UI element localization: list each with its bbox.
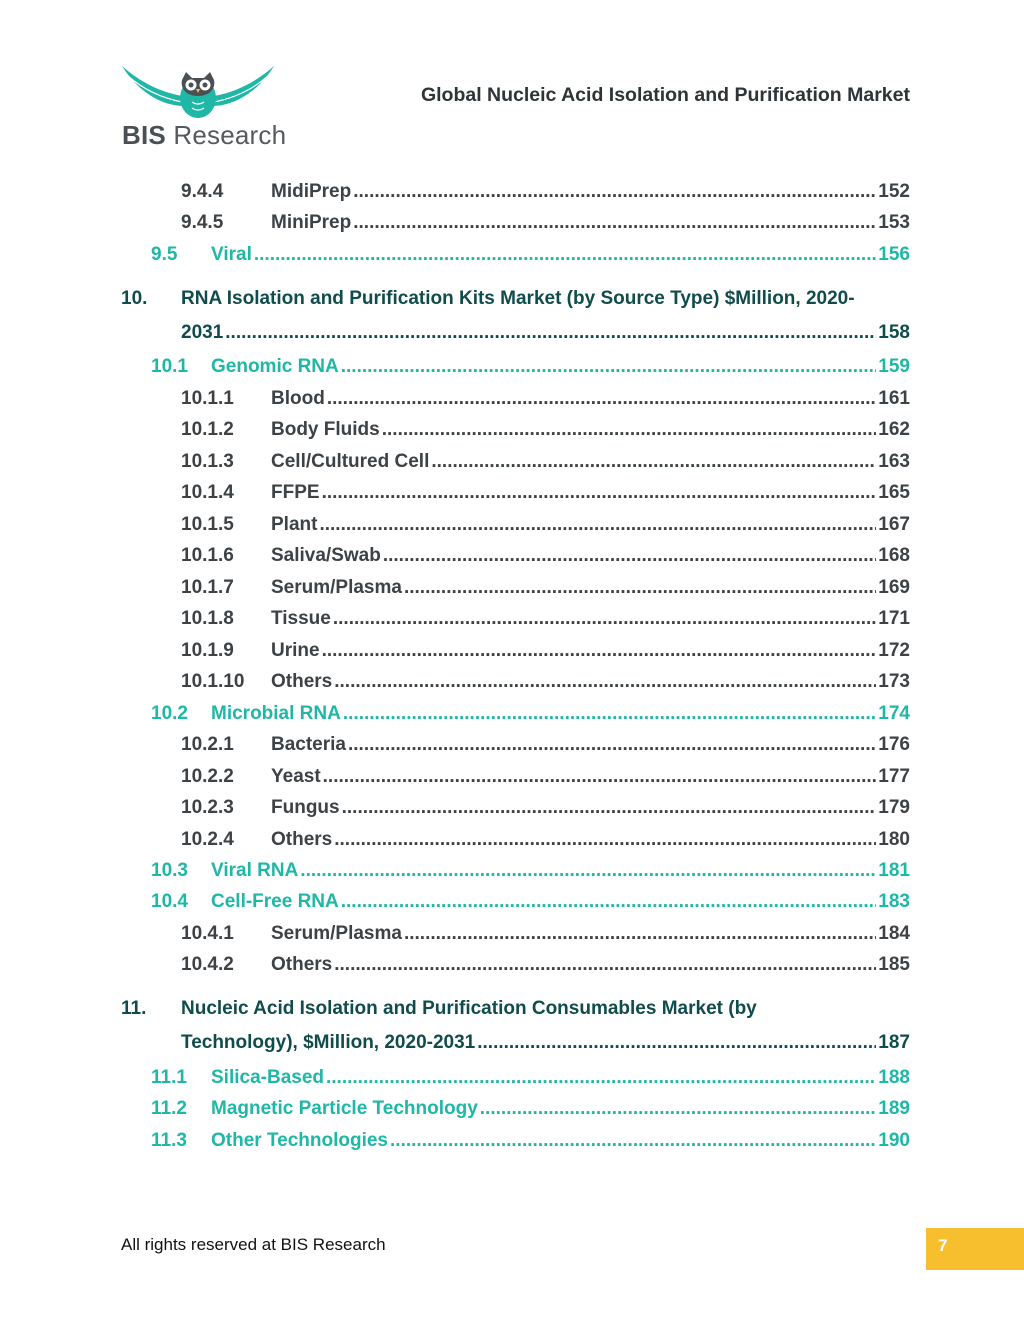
toc-entry[interactable]: 10.2.3 Fungus ..... 179 [181, 797, 910, 823]
dot-leader [404, 923, 876, 945]
dot-leader [480, 1098, 877, 1120]
toc-entry[interactable]: 2031 ..... 158 [181, 322, 910, 348]
toc-entry[interactable]: 10.1.10 Others ..... 173 [181, 671, 910, 697]
dot-leader [341, 891, 877, 913]
dot-leader [353, 212, 876, 234]
dot-leader [326, 1067, 876, 1089]
toc-entry[interactable]: 10.1.4 FFPE ..... 165 [181, 482, 910, 508]
toc-entry[interactable]: Technology), $Million, 2020-2031 ..... 187 [181, 1032, 910, 1058]
dot-leader [383, 545, 876, 567]
dot-leader [382, 419, 877, 441]
bis-research-logo [120, 62, 287, 154]
toc-entry[interactable]: 10.4.1 Serum/Plasma ..... 184 [181, 923, 910, 949]
toc-chapter-title[interactable]: RNA Isolation and Purification Kits Market (by Source Type) $Million, 2020- [181, 288, 855, 309]
toc-entry[interactable]: 10.2 Microbial RNA ..... 174 [151, 703, 910, 729]
toc-entry[interactable]: 10.2.2 Yeast ..... 177 [181, 766, 910, 792]
toc-entry[interactable]: 10.1.1 Blood ..... 161 [181, 388, 910, 414]
toc-entry[interactable]: 10.3 Viral RNA ..... 181 [151, 860, 910, 886]
dot-leader [404, 577, 876, 599]
dot-leader [333, 608, 876, 630]
toc-chapter-number: 11. [121, 998, 147, 1019]
owl-icon [120, 62, 276, 122]
toc-entry[interactable]: 11.3 Other Technologies ..... 190 [151, 1130, 910, 1156]
dot-leader [342, 797, 877, 819]
dot-leader [327, 388, 876, 410]
toc-entry[interactable]: 10.1.7 Serum/Plasma ..... 169 [181, 577, 910, 603]
dot-leader [300, 860, 876, 882]
dot-leader [390, 1130, 876, 1152]
toc-entry[interactable]: 9.5 Viral ..... 156 [151, 244, 910, 270]
dot-leader [322, 640, 877, 662]
toc-entry[interactable]: 10.1.5 Plant ..... 167 [181, 514, 910, 540]
toc-entry[interactable]: 9.4.5 MiniPrep ..... 153 [181, 212, 910, 238]
toc-entry[interactable]: 11.1 Silica-Based ..... 188 [151, 1067, 910, 1093]
dot-leader [254, 244, 876, 266]
toc-entry[interactable]: 11.2 Magnetic Particle Technology ..... 189 [151, 1098, 910, 1124]
toc-entry[interactable]: 10.2.1 Bacteria ..... 176 [181, 734, 910, 760]
toc-chapter-number: 10. [121, 288, 148, 309]
toc-entry[interactable]: 10.1.9 Urine ..... 172 [181, 640, 910, 666]
dot-leader [431, 451, 876, 473]
logo-text: BIS Research [122, 120, 287, 150]
dot-leader [322, 482, 877, 504]
toc-entry[interactable]: 10.4.2 Others ..... 185 [181, 954, 910, 980]
dot-leader [341, 356, 877, 378]
dot-leader [477, 1032, 876, 1054]
dot-leader [319, 514, 876, 536]
dot-leader [323, 766, 877, 788]
footer-rights: All rights reserved at BIS Research [121, 1235, 386, 1254]
toc-chapter-title[interactable]: Nucleic Acid Isolation and Purification Consumables Market (by [181, 998, 757, 1019]
toc-entry[interactable]: 10.4 Cell-Free RNA ..... 183 [151, 891, 910, 917]
toc-entry[interactable]: 10.1.2 Body Fluids ..... 162 [181, 419, 910, 445]
dot-leader [353, 181, 876, 203]
toc-entry[interactable]: 10.1.6 Saliva/Swab ..... 168 [181, 545, 910, 571]
dot-leader [334, 671, 876, 693]
toc-entry[interactable]: 10.1.3 Cell/Cultured Cell ..... 163 [181, 451, 910, 477]
dot-leader [225, 322, 876, 344]
toc-entry[interactable]: 10.1.8 Tissue ..... 171 [181, 608, 910, 634]
document-title: Global Nucleic Acid Isolation and Purification Market [420, 84, 910, 106]
dot-leader [334, 829, 876, 851]
dot-leader [348, 734, 876, 756]
toc-entry[interactable]: 10.1 Genomic RNA ..... 159 [151, 356, 910, 382]
dot-leader [343, 703, 876, 725]
page-number-box [926, 1228, 1024, 1270]
toc-entry[interactable]: 10.2.4 Others ..... 180 [181, 829, 910, 855]
dot-leader [334, 954, 876, 976]
page-number: 7 [938, 1236, 948, 1255]
toc-entry[interactable]: 9.4.4 MidiPrep ..... 152 [181, 181, 910, 207]
